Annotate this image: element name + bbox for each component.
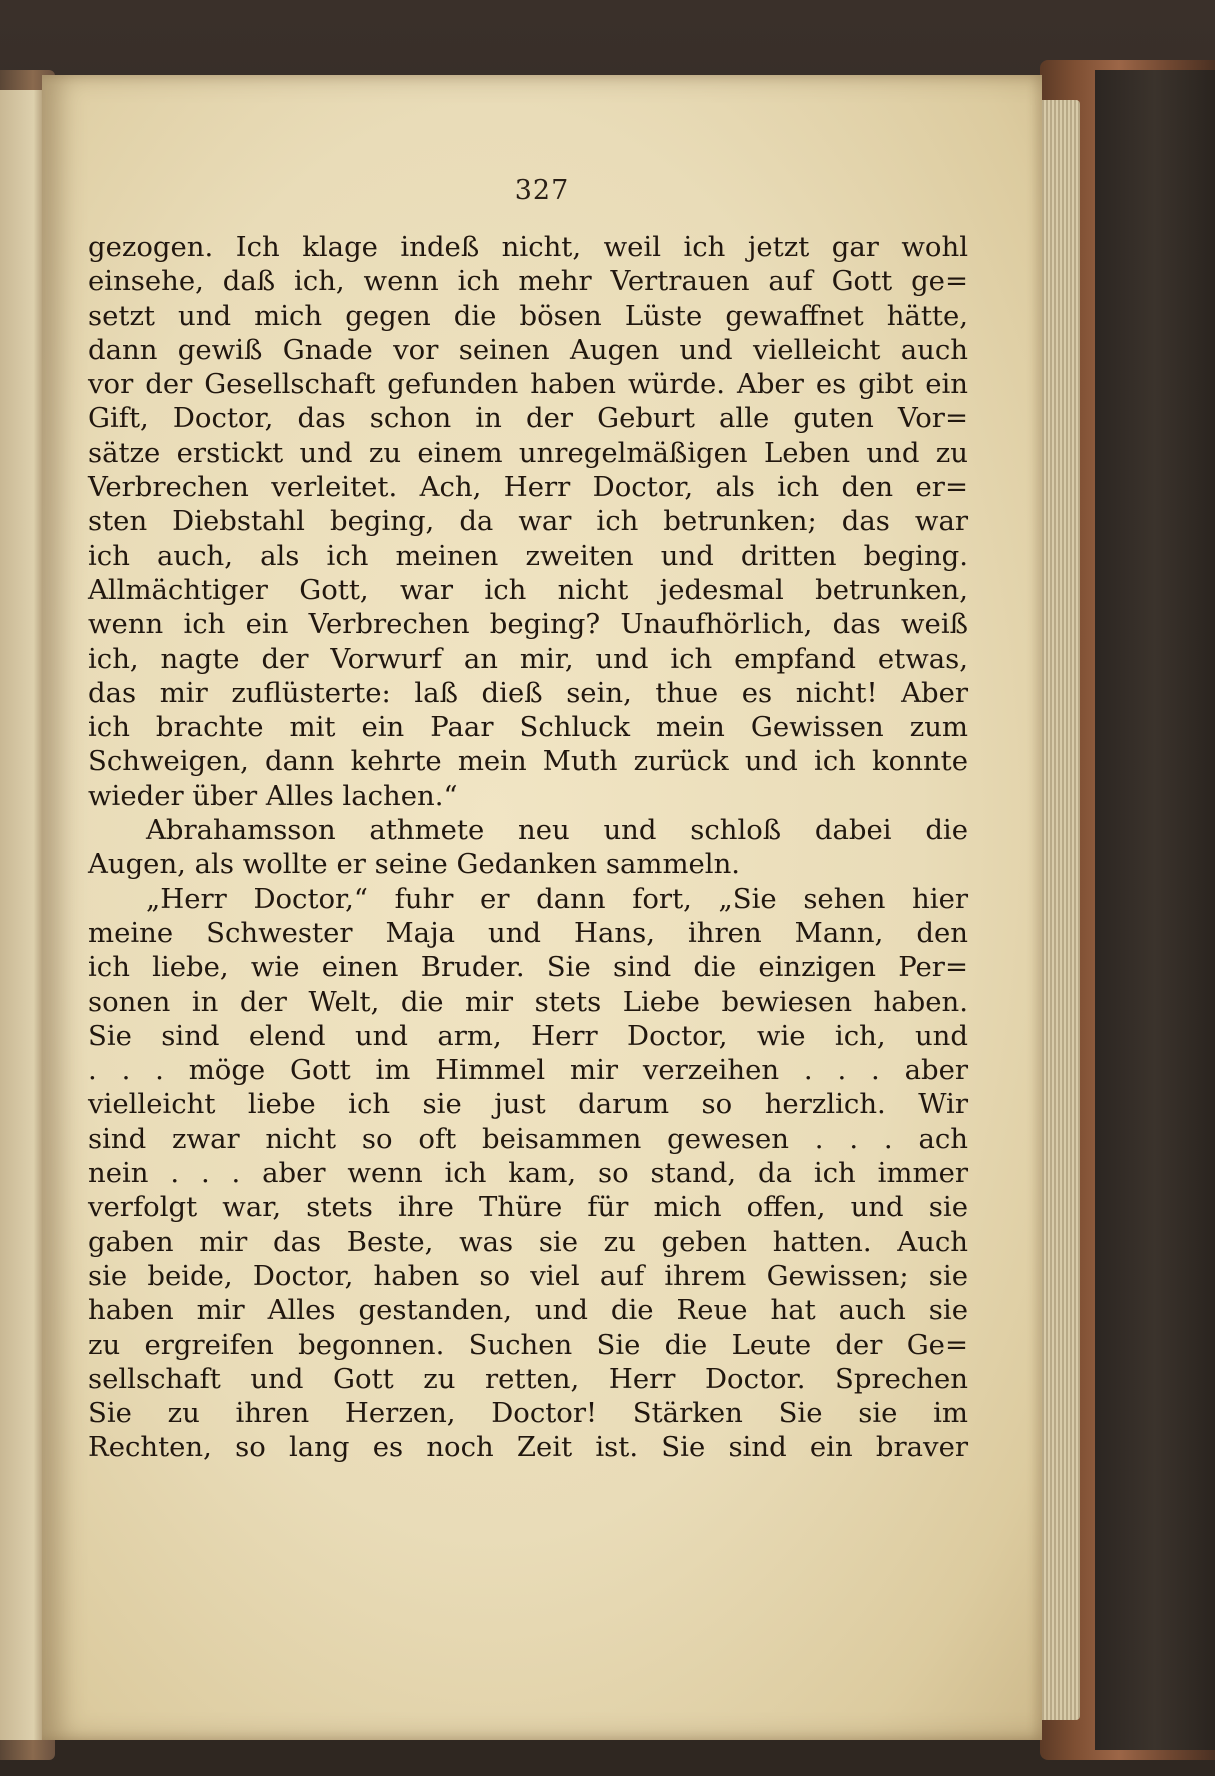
text-line: sätze erstickt und zu einem unregelmäßigen Leben und zu — [88, 436, 968, 469]
text-line: Sie sind elend und arm, Herr Doctor, wie ich, und — [88, 1019, 968, 1052]
text-line: Schweigen, dann kehrte mein Muth zurück und ich konnte — [88, 745, 968, 778]
text-line: Sie zu ihren Herzen, Doctor! Stärken Sie sie im — [88, 1397, 968, 1430]
text-line: wieder über Alles lachen.“ — [88, 779, 458, 812]
text-line: verfolgt war, stets ihre Thüre für mich offen, und sie — [88, 1191, 968, 1224]
text-line: Rechten, so lang es noch Zeit ist. Sie sind ein braver — [88, 1431, 968, 1464]
text-line: wenn ich ein Verbrechen beging? Unaufhörlich, das weiß — [88, 608, 968, 641]
text-line: vielleicht liebe ich sie just darum so herzlich. Wir — [88, 1088, 968, 1121]
text-line: sonen in der Welt, die mir stets Liebe bewiesen haben. — [88, 985, 968, 1018]
text-line: setzt und mich gegen die bösen Lüste gewaffnet hätte, — [88, 299, 968, 332]
text-line: vor der Gesellschaft gefunden haben würde. Aber es gibt ein — [88, 368, 968, 401]
text-line: dann gewiß Gnade vor seinen Augen und vielleicht auch — [88, 333, 968, 366]
text-line: ich brachte mit ein Paar Schluck mein Gewissen zum — [88, 711, 968, 744]
text-line: ich, nagte der Vorwurf an mir, und ich empfand etwas, — [88, 642, 968, 675]
page-text — [88, 230, 968, 1465]
text-line: ich auch, als ich meinen zweiten und dritten beging. — [88, 539, 968, 572]
text-line: meine Schwester Maja und Hans, ihren Mann, den — [88, 916, 968, 949]
text-line: nein . . . aber wenn ich kam, so stand, da ich immer — [88, 1157, 968, 1190]
text-line: zu ergreifen begonnen. Suchen Sie die Leute der Ge= — [88, 1328, 968, 1361]
text-line: sten Diebstahl beging, da war ich betrunken; das war — [88, 505, 968, 538]
text-line: gezogen. Ich klage indeß nicht, weil ich jetzt gar wohl — [88, 231, 968, 263]
text-line: gaben mir das Beste, was sie zu geben hatten. Auch — [88, 1225, 968, 1258]
text-line: Verbrechen verleitet. Ach, Herr Doctor, als ich den er= — [88, 471, 968, 504]
text-line: sind zwar nicht so oft beisammen gewesen . . . ach — [88, 1122, 968, 1155]
left-page-edge — [0, 90, 42, 1740]
page-number: 327 — [514, 175, 570, 206]
text-line: sie beide, Doctor, haben so viel auf ihrem Gewissen; sie — [88, 1259, 968, 1292]
text-line: Gift, Doctor, das schon in der Geburt alle guten Vor= — [88, 402, 968, 435]
text-line: Abrahamsson athmete neu und schloß dabei die — [146, 814, 968, 847]
text-line: Allmächtiger Gott, war ich nicht jedesmal betrunken, — [88, 573, 968, 606]
text-line: . . . möge Gott im Himmel mir verzeihen . . . aber — [88, 1054, 968, 1087]
text-line: „Herr Doctor,“ fuhr er dann fort, „Sie sehen hier — [146, 882, 968, 915]
text-line: Augen, als wollte er seine Gedanken sammeln. — [88, 848, 741, 881]
text-line: das mir zuflüsterte: laß dieß sein, thue es nicht! Aber — [88, 676, 968, 709]
text-line: sellschaft und Gott zu retten, Herr Doctor. Sprechen — [88, 1362, 968, 1395]
right-cover-shadow — [1095, 70, 1215, 1750]
text-line: einsehe, daß ich, wenn ich mehr Vertrauen auf Gott ge= — [88, 265, 968, 298]
book-page — [42, 75, 1042, 1740]
text-line: haben mir Alles gestanden, und die Reue hat auch sie — [88, 1294, 968, 1327]
text-line: ich liebe, wie einen Bruder. Sie sind die einzigen Per= — [88, 951, 968, 984]
